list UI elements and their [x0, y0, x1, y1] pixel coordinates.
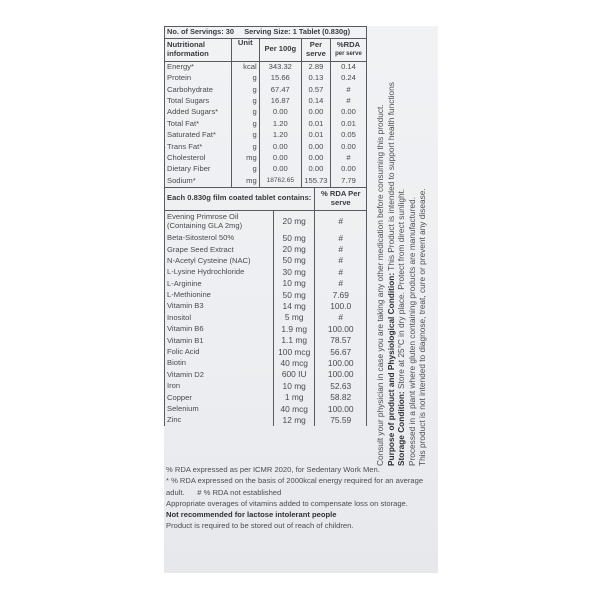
ingredient-row: [165, 313, 367, 324]
nutrition-row: [165, 153, 367, 164]
nutrient-unit: g: [231, 73, 259, 84]
ingredient-row: [165, 415, 367, 426]
ingredient-amount: 50 mg: [273, 290, 315, 301]
disclaimer-text: This product is not intended to diagnose, treat, cure or prevent any disease.: [417, 188, 427, 466]
nutrition-row: [165, 96, 367, 107]
ingredient-rda: #: [315, 313, 367, 324]
header-per-100g: Per 100g: [259, 38, 301, 61]
ingredient-row: [165, 335, 367, 346]
note-overages: Appropriate overages of vitamins added to compensate loss on storage.: [166, 498, 408, 508]
ingredient-amount: 14 mg: [273, 301, 315, 312]
nutrition-row: [165, 175, 367, 186]
ingredient-amount: 1.9 mg: [273, 324, 315, 335]
ingredient-name: L-Lysine Hydrochloride: [165, 267, 274, 278]
nutrient-rda: 0.14: [330, 61, 366, 73]
ingredient-rda: #: [315, 278, 367, 289]
nutrient-unit: mg: [231, 175, 259, 186]
nutrient-unit: g: [231, 84, 259, 95]
ingredient-name: Zinc: [165, 415, 274, 426]
ingredient-rda: 75.59: [315, 415, 367, 426]
ingredient-rda: #: [315, 233, 367, 244]
ingredient-row: [165, 301, 367, 312]
nutrient-per-serve: 0.57: [301, 84, 330, 95]
header-per-serve: Per serve: [301, 38, 330, 61]
ingredient-amount: 10 mg: [273, 381, 315, 392]
nutrition-row: [165, 118, 367, 129]
ingredient-name: N-Acetyl Cysteine (NAC): [165, 256, 274, 267]
ingredient-row: [165, 256, 367, 267]
ingredient-amount: 12 mg: [273, 415, 315, 426]
serving-size: Serving Size: 1 Tablet (0.830g): [244, 27, 351, 36]
nutrition-row: [165, 61, 367, 73]
ingredient-amount: 40 mcg: [273, 404, 315, 415]
nutrient-name: Saturated Fat*: [165, 130, 232, 141]
nutrient-per-100g: 67.47: [259, 84, 301, 95]
header-rda-sub: per serve: [335, 51, 362, 58]
nutrient-unit: g: [231, 130, 259, 141]
header-rda-label: %RDA: [336, 39, 361, 49]
ingredient-rda: #: [315, 244, 367, 255]
nutrient-rda: 0.01: [330, 118, 366, 129]
ingredient-rda: 56.67: [315, 347, 367, 358]
nutrient-per-serve: 0.14: [301, 96, 330, 107]
ingredient-rda: 78.57: [315, 335, 367, 346]
ingredient-row: [165, 381, 367, 392]
nutrient-name: Dietary Fiber: [165, 164, 232, 175]
nutrient-name: Protein: [165, 73, 232, 84]
nutrient-name: Trans Fat*: [165, 141, 232, 152]
ingredient-rda: 100.00: [315, 370, 367, 381]
ingredient-name: L-Methionine: [165, 290, 274, 301]
ingredient-row: [165, 267, 367, 278]
nutrition-row: [165, 107, 367, 118]
ingredient-row: [165, 324, 367, 335]
nutrient-per-100g: 343.32: [259, 61, 301, 73]
nutrition-row: [165, 73, 367, 84]
note-lactose: Not recommended for lactose intolerant people: [166, 510, 337, 520]
ingredient-row: [165, 392, 367, 403]
nutrient-rda: 0.05: [330, 130, 366, 141]
nutrient-per-100g: 0.00: [259, 153, 301, 164]
note-storage-children: Product is required to be stored out of reach of children.: [166, 521, 354, 531]
note-rda-icmr: % RDA expressed as per ICMR 2020, for Sedentary Work Men.: [166, 465, 380, 474]
header-nutritional-information: Nutritional information: [165, 38, 232, 61]
ingredient-rda: 100.00: [315, 324, 367, 335]
ingredient-name: Vitamin B1: [165, 335, 274, 346]
nutrient-rda: #: [330, 96, 366, 107]
note-rda-energy: * % RDA expressed on the basis of 2000kcal energy required for an average adult. # % RDA not established: [166, 476, 424, 497]
nutrient-unit: g: [231, 118, 259, 129]
ingredient-amount: 1.1 mg: [273, 335, 315, 346]
nutrient-per-serve: 0.00: [301, 164, 330, 175]
ingredient-rda: #: [315, 210, 367, 233]
ingredients-table: [164, 187, 367, 427]
ingredient-name: L-Arginine: [165, 278, 274, 289]
nutrient-name: Added Sugars*: [165, 107, 232, 118]
header-rda: [330, 38, 366, 61]
ingredient-name: Grape Seed Extract: [165, 244, 274, 255]
nutrient-per-serve: 0.13: [301, 73, 330, 84]
ingredient-name: Vitamin B6: [165, 324, 274, 335]
servings-row: [165, 27, 367, 39]
ingredient-rda: 100.00: [315, 358, 367, 369]
nutrient-per-100g: 16.87: [259, 96, 301, 107]
nutrient-unit: g: [231, 164, 259, 175]
ingredient-rda: 100.00: [315, 404, 367, 415]
ingredient-row: [165, 358, 367, 369]
nutrient-unit: g: [231, 96, 259, 107]
nutrient-per-100g: 0.00: [259, 107, 301, 118]
ingredient-name: Vitamin D2: [165, 370, 274, 381]
ingredient-name: Biotin: [165, 358, 274, 369]
nutrient-per-100g: 18762.65: [259, 175, 301, 186]
ingredient-amount: 1 mg: [273, 392, 315, 403]
ingredient-row: [165, 210, 367, 233]
ingredient-name: Vitamin B3: [165, 301, 274, 312]
servings-count: No. of Servings: 30: [167, 27, 234, 36]
ingredient-rda: 52.63: [315, 381, 367, 392]
rotated-side-text: [375, 46, 428, 466]
nutrient-unit: g: [231, 107, 259, 118]
nutrient-rda: 0.00: [330, 107, 366, 118]
nutrient-name: Total Fat*: [165, 118, 232, 129]
nutrient-name: Energy*: [165, 61, 232, 73]
ingredient-amount: 40 mcg: [273, 358, 315, 369]
ingredient-rda: 58.82: [315, 392, 367, 403]
nutrient-rda: #: [330, 84, 366, 95]
nutrition-table: [164, 26, 367, 187]
nutrient-per-100g: 15.66: [259, 73, 301, 84]
nutrient-name: Carbohydrate: [165, 84, 232, 95]
ingredient-row: [165, 404, 367, 415]
ingredient-row: [165, 290, 367, 301]
ingredient-name: Folic Acid: [165, 347, 274, 358]
ingredient-rda: #: [315, 256, 367, 267]
nutrient-per-100g: 1.20: [259, 118, 301, 129]
footnotes: [166, 464, 436, 532]
ingredient-amount: 5 mg: [273, 313, 315, 324]
nutrient-rda: 0.00: [330, 141, 366, 152]
nutrient-name: Sodium*: [165, 175, 232, 186]
supplement-label-panel: [164, 26, 438, 573]
ingredient-rda: 7.69: [315, 290, 367, 301]
ingredient-amount: 50 mg: [273, 233, 315, 244]
nutrient-name: Cholesterol: [165, 153, 232, 164]
ingredient-row: [165, 244, 367, 255]
nutrient-unit: mg: [231, 153, 259, 164]
ingredient-amount: 20 mg: [273, 244, 315, 255]
ingredients-header-left: Each 0.830g film coated tablet contains:: [165, 187, 315, 210]
ingredient-name: Copper: [165, 392, 274, 403]
ingredient-name: Evening Primrose Oil (Containing GLA 2mg): [165, 210, 274, 233]
purpose-text: Purpose of product and Physiological Condition: This Product is intended to support health functions: [385, 82, 396, 466]
nutrient-unit: kcal: [231, 61, 259, 73]
ingredient-amount: 20 mg: [273, 210, 315, 233]
ingredient-amount: 30 mg: [273, 267, 315, 278]
consult-text: Consult your physician in case you are taking any other medication before consuming this product.: [375, 104, 385, 466]
nutrient-per-serve: 0.00: [301, 141, 330, 152]
nutrient-per-100g: 0.00: [259, 164, 301, 175]
ingredient-row: [165, 278, 367, 289]
nutrient-unit: g: [231, 141, 259, 152]
nutrient-per-serve: 0.01: [301, 118, 330, 129]
nutrient-rda: 0.00: [330, 164, 366, 175]
storage-text: Storage Condition: Store at 25°C in dry place. Protect from direct sunlight.: [396, 188, 406, 466]
ingredient-amount: 600 IU: [273, 370, 315, 381]
nutrient-per-100g: 0.00: [259, 141, 301, 152]
nutrition-row: [165, 130, 367, 141]
ingredient-amount: 10 mg: [273, 278, 315, 289]
tables-column: [164, 26, 367, 426]
note-rda-not-established: # % RDA not established: [197, 487, 282, 497]
nutrition-row: [165, 141, 367, 152]
ingredient-name: Inositol: [165, 313, 274, 324]
ingredient-rda: #: [315, 267, 367, 278]
nutrient-per-serve: 0.00: [301, 107, 330, 118]
nutrient-per-serve: 0.01: [301, 130, 330, 141]
nutrient-rda: #: [330, 153, 366, 164]
ingredient-name: Beta-Sitosterol 50%: [165, 233, 274, 244]
ingredient-row: [165, 347, 367, 358]
nutrient-per-serve: 2.89: [301, 61, 330, 73]
ingredient-row: [165, 233, 367, 244]
ingredient-rda: 100.0: [315, 301, 367, 312]
nutrient-per-100g: 1.20: [259, 130, 301, 141]
ingredients-header-right: % RDA Per serve: [315, 187, 367, 210]
nutrition-row: [165, 84, 367, 95]
header-unit: Unit: [231, 38, 259, 61]
ingredient-name: Iron: [165, 381, 274, 392]
nutrition-header-row: [165, 38, 367, 61]
nutrient-name: Total Sugars: [165, 96, 232, 107]
ingredient-row: [165, 370, 367, 381]
nutrition-row: [165, 164, 367, 175]
ingredient-amount: 100 mcg: [273, 347, 315, 358]
nutrient-rda: 7.79: [330, 175, 366, 186]
gluten-text: Processed in a plant where gluten containing products are manufactured.: [406, 197, 417, 466]
nutrient-per-serve: 0.00: [301, 153, 330, 164]
ingredient-amount: 50 mg: [273, 256, 315, 267]
ingredient-name: Selenium: [165, 404, 274, 415]
ingredients-header-row: [165, 187, 367, 210]
nutrient-per-serve: 155.73: [301, 175, 330, 186]
nutrient-rda: 0.24: [330, 73, 366, 84]
